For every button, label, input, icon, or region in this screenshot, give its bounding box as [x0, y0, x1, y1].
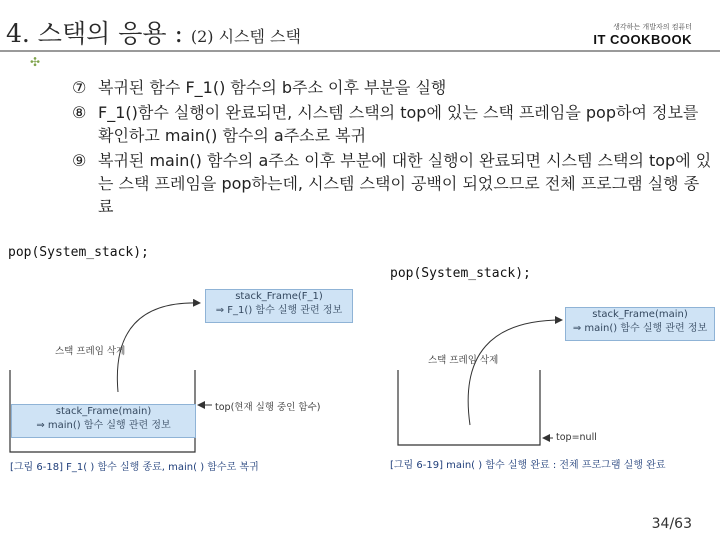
step-text: F_1()함수 실행이 완료되면, 시스템 스택의 top에 있는 스택 프레임을 pop하여 정보를 확인하고 main() 함수의 a주소로 복귀 — [98, 103, 699, 145]
delete-label-fig1: 스택 프레임 삭제 — [55, 346, 126, 357]
stack-frame-main-fig1 — [11, 404, 196, 438]
frame-info: ⇒ F_1() 함수 실행 관련 정보 — [215, 305, 343, 316]
page-number: 34/63 — [651, 516, 692, 532]
code-pop-fig2: pop(System_stack); — [390, 266, 531, 281]
title-sub: (2) 시스템 스택 — [190, 27, 301, 46]
step-number: ⑨ — [72, 151, 87, 170]
top-label-fig2: top=null — [556, 432, 597, 443]
frame-info: ⇒ main() 함수 실행 관련 정보 — [36, 420, 171, 431]
frame-title: stack_Frame(main) — [592, 309, 688, 320]
step-text: 복귀된 main() 함수의 a주소 이후 부분에 대한 실행이 완료되면 시스템 스택의 top에 있는 스택 프레임을 pop하는데, 시스템 스택이 공백이 되었으므로 전체 프로그램 실행 종료 — [98, 151, 712, 216]
frame-title: stack_Frame(main) — [55, 406, 152, 417]
frame-info: ⇒ main() 함수 실행 관련 정보 — [572, 323, 708, 334]
title-main: 4. 스택의 응용 : — [6, 19, 183, 48]
logo-tagline: 생각하는 개발자의 컴퓨터 — [613, 23, 692, 31]
caption-fig2: [그림 6-19] main( ) 함수 실행 완료 : 전체 프로그램 실행 완료 — [390, 460, 666, 471]
popped-stack-frame-fig2 — [565, 307, 715, 341]
delete-label-fig2: 스택 프레임 삭제 — [428, 355, 499, 366]
step-text: 복귀된 함수 F_1() 함수의 b주소 이후 부분을 실행 — [98, 78, 447, 97]
step-number: ⑧ — [72, 103, 87, 122]
popped-stack-frame-fig1 — [205, 289, 353, 323]
frame-title: stack_Frame(F_1) — [235, 291, 323, 302]
code-pop-fig1: pop(System_stack); — [8, 245, 149, 260]
pop-arrow-fig1 — [117, 303, 200, 392]
pop-arrow-fig2 — [468, 320, 562, 425]
logo-text: IT COOKBOOK — [593, 32, 692, 47]
stack-container-fig2 — [398, 370, 540, 445]
bullet-diamond-icon: ✣ — [30, 55, 41, 69]
top-label-fig1: top(현재 실행 중인 함수) — [215, 402, 321, 413]
step-number: ⑦ — [72, 78, 87, 97]
caption-fig1: [그림 6-18] F_1( ) 함수 실행 종료, main( ) 함수로 복귀 — [10, 462, 259, 473]
